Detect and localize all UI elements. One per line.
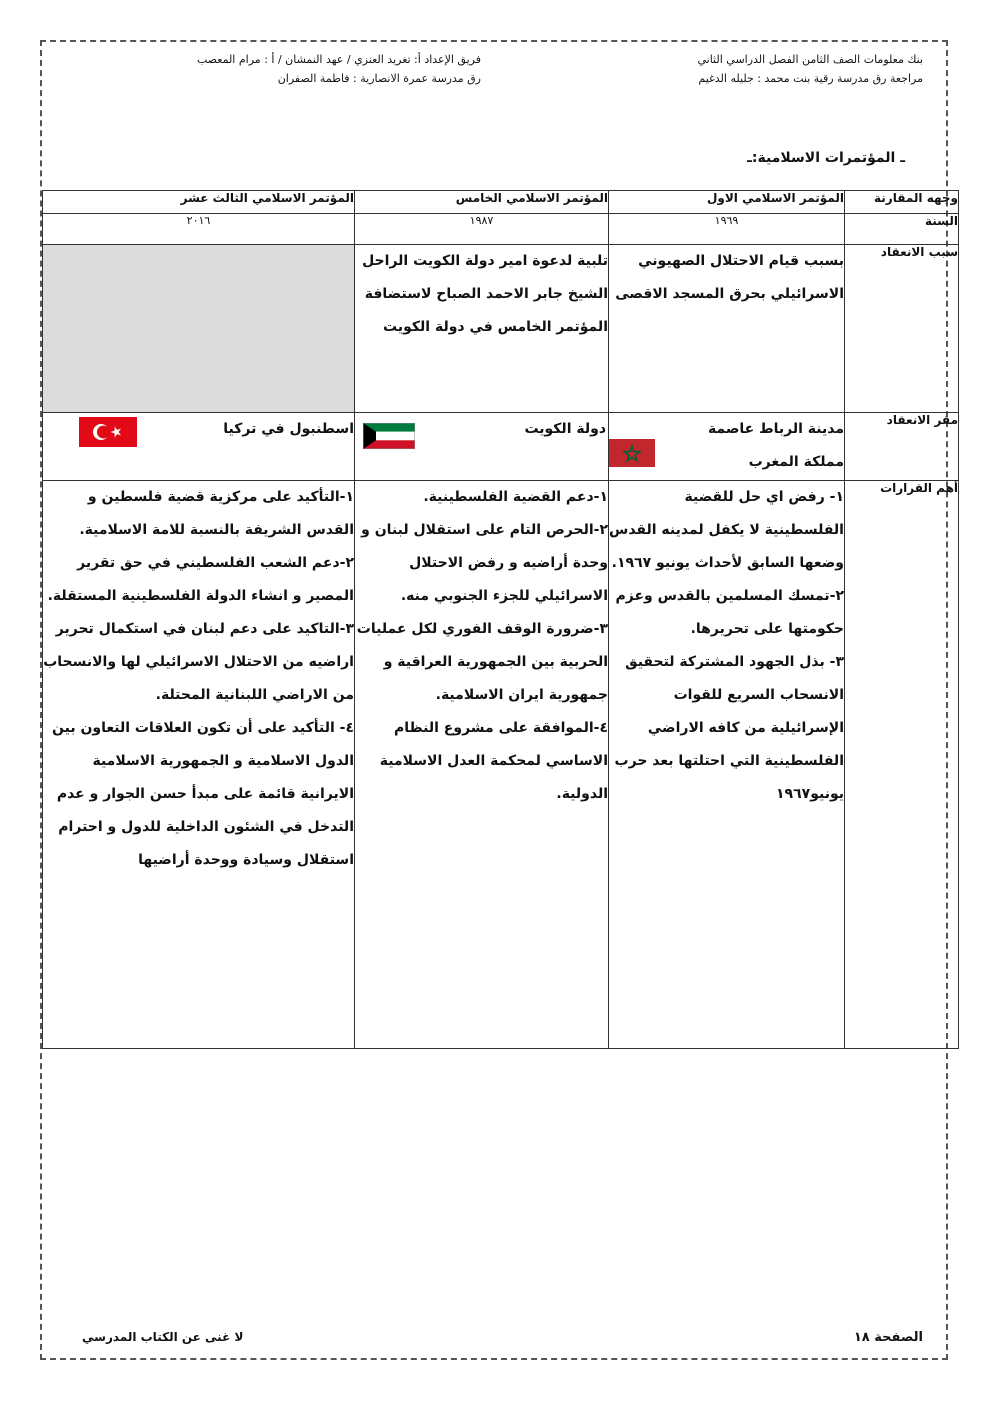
table-header-row — [43, 191, 959, 214]
section-title: ـ المؤتمرات الاسلامية:ـ — [747, 150, 905, 166]
venue-first: مدينة الرباط عاصمة مملكة المغرب — [707, 421, 844, 470]
decisions-fifth: ١-دعم القضية الفلسطينية. ٢-الحرص التام على استقلال لبنان و وحدة أراضيه و رفض الاحتلال الاسرائيلي للجزء الجنوبي منه. ٣-ضرورة الوقف الفوري لكل عمليات الحربية بين الجمهورية العراقية و جمهورية ايران الاسلامية. ٤-الموافقة على مشروع النظام الاساسي لمحكمة العدل الاسلامية الدولية. — [355, 481, 609, 1049]
venue-thirteenth: اسطنبول في تركيا — [223, 421, 354, 437]
venue-thirteenth-cell — [43, 413, 355, 481]
footer-slogan: لا غنى عن الكتاب المدرسي — [82, 1330, 244, 1344]
table-row-reason — [43, 245, 959, 413]
reason-fifth: تلبية لدعوة امير دولة الكويت الراحل الشيخ جابر الاحمد الصباح لاستضافة المؤتمر الخامس في دولة الكويت — [355, 245, 609, 413]
year-thirteenth: ٢٠١٦ — [43, 214, 355, 245]
table-row-decisions — [43, 481, 959, 1049]
reason-first: بسبب قيام الاحتلال الصهيوني الاسرائيلي بحرق المسجد الاقصى — [609, 245, 845, 413]
kuwait-flag-icon — [363, 423, 415, 462]
row-label-year: السنة — [845, 214, 959, 245]
header-review: مراجعة رق مدرسة رقية بنت محمد : جليله الدغيم — [698, 72, 923, 85]
morocco-flag-icon — [609, 439, 655, 480]
year-fifth: ١٩٨٧ — [355, 214, 609, 245]
venue-first-cell — [609, 413, 845, 481]
header-aspect: وجهه المقارنة — [845, 191, 959, 214]
page-number: الصفحة ١٨ — [853, 1330, 923, 1345]
header-fifth-conference: المؤتمر الاسلامي الخامس — [355, 191, 609, 214]
venue-first-box — [609, 413, 844, 480]
comparison-table — [42, 190, 959, 1049]
header-team: فريق الإعداد أ: تغريد العنزي / عهد النمشان / أ : مرام المعصب — [196, 53, 481, 66]
row-label-venue: مقر الانعقاد — [845, 413, 959, 481]
venue-fifth-cell — [355, 413, 609, 481]
table-row-year — [43, 214, 959, 245]
venue-fifth-box — [355, 413, 608, 462]
header-thirteenth-conference: المؤتمر الاسلامي الثالث عشر — [43, 191, 355, 214]
year-first: ١٩٦٩ — [609, 214, 845, 245]
row-label-decisions: أهم القرارات — [845, 481, 959, 1049]
reason-thirteenth-empty — [43, 245, 355, 413]
venue-fifth: دولة الكويت — [524, 421, 606, 437]
header-first-conference: المؤتمر الاسلامي الاول — [609, 191, 845, 214]
turkey-flag-icon — [79, 417, 137, 460]
header-right — [533, 50, 923, 88]
decisions-first: ١- رفض اي حل للقضية الفلسطينية لا يكفل لمدينه القدس وضعها السابق لأحداث يونيو ١٩٦٧. ٢-تمسك المسلمين بالقدس وعزم حكومتها على تحريرها. ٣- بذل الجهود المشتركة لتحقيق الانسحاب السريع للقوات الإسرائيلية من كافه الاراضي الفلسطينية التي احتلتها بعد حرب يونيو١٩٦٧ — [609, 481, 845, 1049]
venue-thirteenth-box — [43, 413, 354, 460]
row-label-reason: سبب الانعقاد — [845, 245, 959, 413]
header-left — [101, 50, 481, 88]
table-row-venue — [43, 413, 959, 481]
decisions-thirteenth: ١-التأكيد على مركزية قضية فلسطين و القدس الشريفة بالنسبة للامة الاسلامية. ٢-دعم الشعب الفلسطيني في حق تقرير المصير و انشاء الدولة الفلسطينية المستقلة. ٣-التاكيد على دعم لبنان في استكمال تحرير اراضيه من الاحتلال الاسرائيلي لها والانسحاب من الاراضي اللبنانية المحتلة. ٤- التأكيد على أن تكون العلاقات التعاون بين الدول الاسلامية و الجمهورية الاسلامية الايرانية قائمة على مبدأ حسن الجوار و عدم التدخل في الشئون الداخلية للدول و احترام استقلال وسيادة ووحدة أراضيها — [43, 481, 355, 1049]
header-school: رق مدرسة عمرة الانصارية : فاطمة الصفران — [277, 72, 481, 85]
header-bank-title: بنك معلومات الصف الثامن الفصل الدراسي الثاني — [697, 53, 923, 66]
